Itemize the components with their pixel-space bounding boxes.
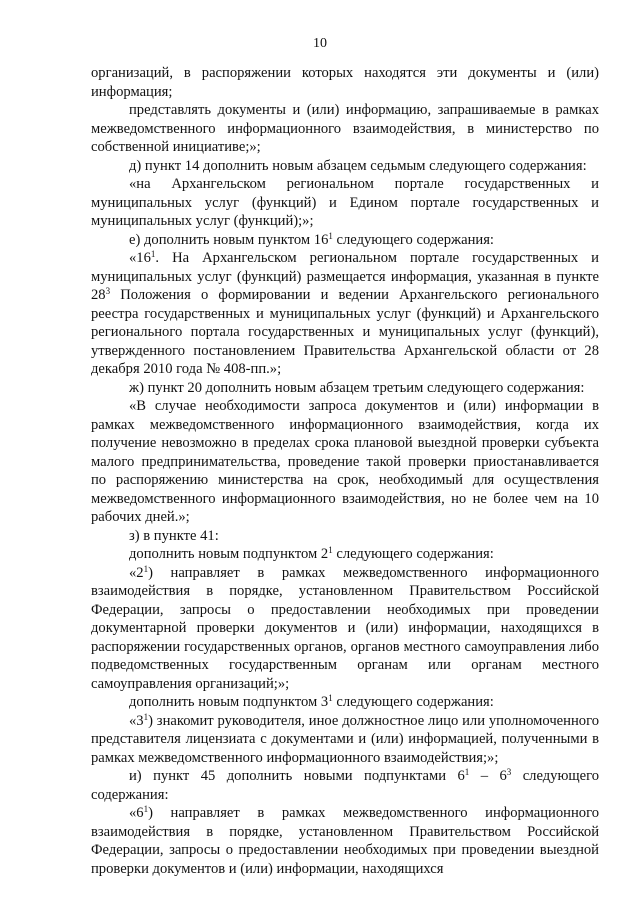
text-run: дополнить новым подпунктом 2 [129, 546, 329, 562]
text-run: ж) пункт 20 дополнить новым абзацем третьим следующего содержания: [129, 379, 585, 396]
text-run: з) в пункте 41: [129, 527, 219, 544]
paragraph [91, 101, 599, 157]
paragraph [91, 527, 599, 546]
paragraph [91, 564, 599, 694]
superscript-index: 1 [464, 767, 470, 778]
text-run: «на Архангельском региональном портале государственных и муниципальных услуг (функций) и Едином портале государственных и муниципальных услуг (функций);»; [91, 176, 599, 229]
text-run: «16 [129, 250, 151, 266]
paragraph [91, 249, 599, 379]
text-run: следующего содержания: [332, 546, 494, 562]
paragraph [91, 231, 599, 250]
page-number: 10 [313, 36, 327, 51]
superscript-index: 3 [105, 286, 111, 297]
superscript-index: 1 [150, 249, 156, 260]
text-run: представлять документы и (или) информацию, запрашиваемые в рамках межведомственного информационного взаимодействия, в министерство по собственной инициативе;»; [91, 102, 599, 155]
paragraph [91, 804, 599, 878]
text-run: «2 [129, 564, 144, 581]
text-run: следующего содержания: [91, 768, 600, 803]
paragraph [91, 545, 599, 564]
superscript-index: 1 [143, 711, 149, 722]
text-run: следующего содержания: [332, 231, 494, 248]
superscript-index: 1 [143, 804, 149, 815]
superscript-index: 1 [328, 545, 333, 556]
text-run: д) пункт 14 дополнить новым абзацем седьмым следующего содержания: [129, 157, 587, 174]
text-run: «В случае необходимости запроса документов и (или) информации в рамках межведомственного информационного взаимодействия, когда их получение невозможно в пределах срока плановой выездной проверки субъекта малого предпринимательства, проведение такой проверки приостанавливается по распоряжению министерства на срок, необходимый для осуществления межведомственного информационного взаимодействия, но не более чем на 10 рабочих дней.»; [91, 398, 599, 525]
text-run: Положения о формировании и ведении Архангельского регионального реестра государственных и муниципальных услуг (функций) и Архангельского регионального портала государственных и муниципальных услуг (функций), утвержденного постановлением Правительства Архангельской области от 28 декабря 2010 года № 408-пп.»; [91, 287, 599, 377]
paragraph [91, 397, 599, 527]
text-run: и) пункт 45 дополнить новыми подпунктами 6 [129, 768, 465, 784]
paragraph [91, 712, 599, 768]
text-run: следующего содержания: [332, 694, 494, 710]
paragraph [91, 64, 599, 101]
paragraph [91, 175, 599, 231]
text-run: е) дополнить новым пунктом 16 [129, 231, 329, 248]
text-run: ) направляет в рамках межведомственного информационного взаимодействия в порядке, установленном Правительством Российской Федерации, запросы о предоставлении необходимых при проведении выездной проверки документов и (или) информации, находящихся [91, 805, 599, 877]
paragraph [91, 379, 599, 398]
paragraph [91, 693, 599, 712]
superscript-index: 1 [143, 563, 149, 574]
document-body [91, 64, 599, 878]
superscript-index: 3 [506, 767, 512, 778]
text-run: ) направляет в рамках межведомственного информационного взаимодействия в порядке, установленном Правительством Российской Федерации, запросы о предоставлении необходимых при проведении документарной проверки документов и (или) информации, находящихся в распоряжении государственных органов, органов местного самоуправления либо подведомственных государственным органам или органам местного самоуправления организаций;»; [91, 564, 599, 692]
text-run: дополнить новым подпунктом 3 [129, 694, 329, 710]
superscript-index: 1 [328, 230, 333, 241]
paragraph [91, 767, 599, 804]
text-run: . На Архангельском региональном портале государственных и муниципальных услуг (функций) размещается информация, указанная в пункте 28 [91, 250, 599, 303]
superscript-index: 1 [328, 693, 333, 704]
text-run: организаций, в распоряжении которых находятся эти документы и (или) информация; [91, 65, 599, 100]
text-run: ) знакомит руководителя, иное должностное лицо или уполномоченного представителя лицензиата с документами и (или) информацией, полученными в рамках межведомственного информационного взаимодействия;»; [91, 712, 599, 766]
text-run: «6 [129, 805, 144, 821]
text-run: – 6 [469, 768, 507, 784]
text-run: «3 [129, 712, 144, 729]
paragraph [91, 157, 599, 176]
